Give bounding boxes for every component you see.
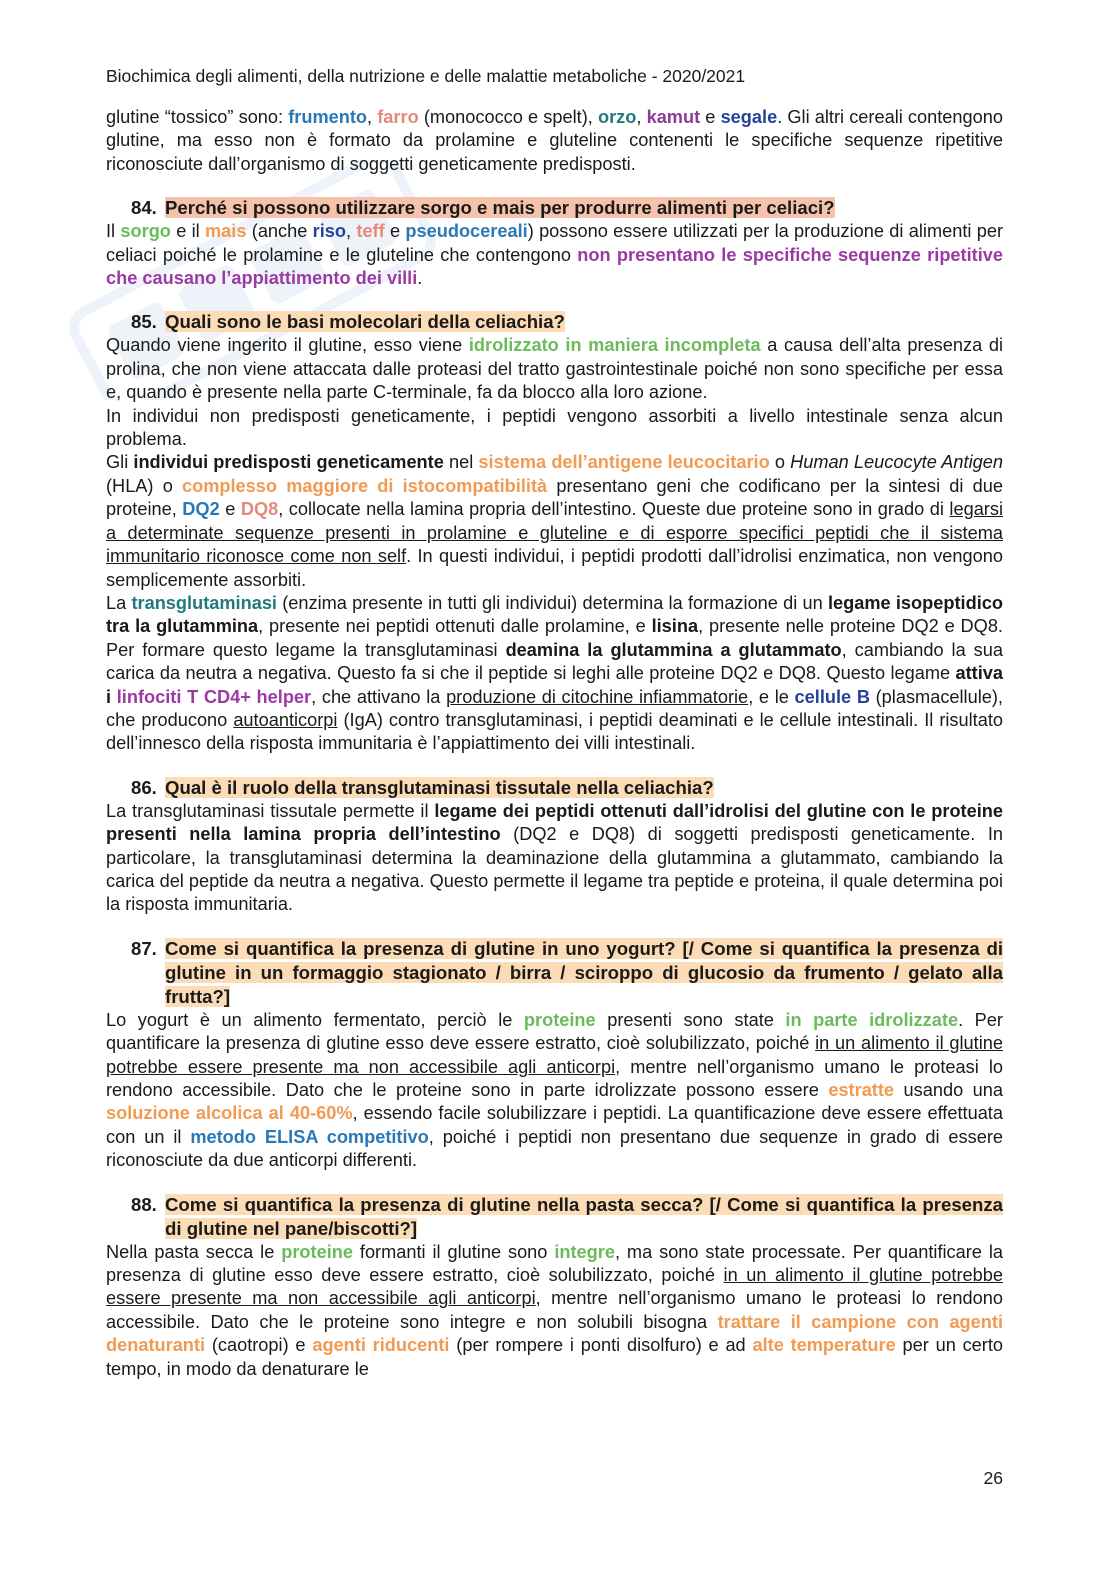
answer-85-p3: Gli individui predisposti geneticamente nel sistema dell’antigene leucocitario o Human Leucocyte Antigen (HLA) o complesso maggiore di istocompatibilità presentano geni che codificano per la sintesi di due proteine, DQ2 e DQ8, collocate nella lamina propria dell’intestino. Queste due proteine sono in grado di legarsi a determinate sequenze presenti in prolamine e gluteline e di esporre specifici peptidi che il sistema immunitario riconosce come non self. In questi individui, i peptidi prodotti dall’idrolisi enzimatica, non vengono semplicemente assorbiti. xyxy=(106,452,1004,590)
question-text: Come si quantifica la presenza di glutine in uno yogurt? [/ Come si quantifica la presenza di glutine in un formaggio stagionato / birra / sciroppo di glucosio da frumento / gelato alla frutta?] xyxy=(165,937,1003,1007)
intro-paragraph: glutine “tossico” sono: frumento, farro (monococco e spelt), orzo, kamut e segale. Gli altri cereali contengono glutine, ma esso non è formato da prolamine e gluteline contenenti le specifiche sequenze ripetitive riconosciute dall’organismo di soggetti geneticamente predisposti. xyxy=(106,107,1003,174)
question-number: 85. xyxy=(131,311,157,333)
question-85 xyxy=(106,310,1003,334)
answer-88: Nella pasta secca le proteine formanti il glutine sono integre, ma sono state processate. Per quantificare la presenza di glutine esso deve essere estratto, cioè solubilizzato, poiché in un alimento il glutine potrebbe essere presente ma non accessibile agli anticorpi, mentre nell’organismo umano le proteasi lo rendono accessibile. Dato che le proteine sono integre e non solubili bisogna trattare il campione con agenti denaturanti (caotropi) e agenti riducenti (per rompere i ponti disolfuro) e ad alte temperature per un certo tempo, in modo da denaturare le xyxy=(106,1241,1004,1379)
question-text: Perché si possono utilizzare sorgo e mais per produrre alimenti per celiaci? xyxy=(165,197,835,219)
answer-87: Lo yogurt è un alimento fermentato, perciò le proteine presenti sono state in parte idrolizzate. Per quantificare la presenza di glutine esso deve essere estratto, cioè solubilizzato, poiché in un alimento il glutine potrebbe essere presente ma non accessibile agli anticorpi, mentre nell’organismo umano le proteasi lo rendono accessibile. Dato che le proteine sono in parte idrolizzate possono essere estratte usando una soluzione alcolica al 40-60%, essendo facile solubilizzare i peptidi. La quantificazione deve essere effettuata con un il metodo ELISA competitivo, poiché i peptidi non presentano due sequenze in grado di essere riconosciute da due anticorpi differenti. xyxy=(106,1009,1004,1171)
question-number: 86. xyxy=(131,776,157,798)
page-number: 26 xyxy=(983,1468,1003,1488)
answer-85-p4: La transglutaminasi (enzima presente in tutti gli individui) determina la formazione di un legame isopeptidico tra la glutammina, presente nei peptidi ottenuti dalle prolamine, e lisina, presente nelle proteine DQ2 e DQ8. Per formare questo legame la transglutaminasi deamina la glutammina a glutammato, cambiando la sua carica da neutra a negativa. Questo fa si che il peptide si leghi alle proteine DQ2 e DQ8. Questo legame attiva i linfociti T CD4+ helper, che attivano la produzione di citochine infiammatorie, e le cellule B (plasmacellule), che producono autoanticorpi (IgA) contro transglutaminasi, i peptidi deaminati e le cellule intestinali. Il risultato dell’innesco della risposta immunitaria è l’appiattimento dei villi intestinali. xyxy=(106,592,1004,754)
answer-85-p2: In individui non predisposti geneticamente, i peptidi vengono assorbiti a livello intestinale senza alcun problema. xyxy=(106,405,1003,450)
question-number: 88. xyxy=(131,1193,157,1215)
question-text: Quali sono le basi molecolari della celiachia? xyxy=(165,311,565,333)
answer-84: Il sorgo e il mais (anche riso, teff e pseudocereali) possono essere utilizzati per la produzione di alimenti per celiaci poiché le prolamine e le gluteline che contengono non presentano le specifiche sequenze ripetitive che causano l’appiattimento dei villi. xyxy=(106,221,1003,289)
question-text: Come si quantifica la presenza di glutine nella pasta secca? [/ Come si quantifica la presenza di glutine nel pane/biscotti?] xyxy=(165,1193,1003,1239)
question-86 xyxy=(106,776,1003,800)
question-number: 84. xyxy=(131,197,157,219)
answer-86: La transglutaminasi tissutale permette il legame dei peptidi ottenuti dall’idrolisi del glutine con le proteine presenti nella lamina propria dell’intestino (DQ2 e DQ8) di soggetti predisposti geneticamente. In particolare, la transglutaminasi determina la deaminazione della glutammina a glutammato, cambiando la carica del peptide da neutra a negativa. Questo permette il legame tra peptide e proteina, il quale determina poi la risposta immunitaria. xyxy=(106,800,1004,915)
page-header: Biochimica degli alimenti, della nutrizione e delle malattie metaboliche - 2020/2021 xyxy=(106,66,746,86)
document-body xyxy=(106,106,1003,1381)
question-text: Qual è il ruolo della transglutaminasi tissutale nella celiachia? xyxy=(165,776,714,798)
question-84 xyxy=(106,196,1003,220)
question-88 xyxy=(106,1193,1003,1241)
question-87 xyxy=(106,937,1003,1009)
answer-85-p1: Quando viene ingerito il glutine, esso viene idrolizzato in maniera incompleta a causa dell’alta presenza di prolina, che non viene attaccata dalle proteasi del tratto gastrointestinale poiché non sono specifiche per essa e, quando è presente nella parte C-terminale, fa da blocco alla loro azione. xyxy=(106,335,1003,403)
question-number: 87. xyxy=(131,937,157,959)
